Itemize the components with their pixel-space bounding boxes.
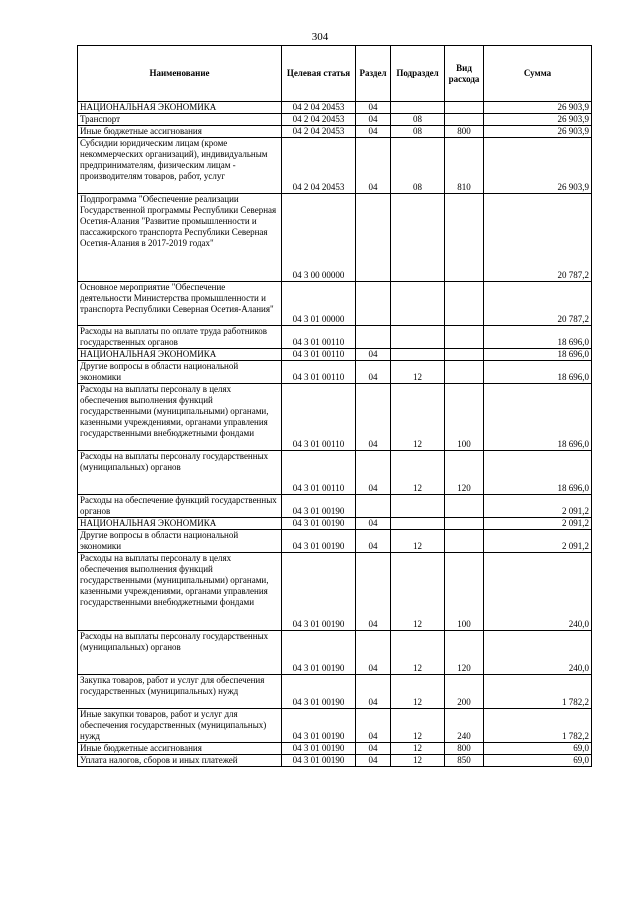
table-row	[78, 675, 592, 709]
cell-expense-type	[445, 361, 484, 384]
table-row	[78, 349, 592, 361]
table-row	[78, 495, 592, 518]
cell-section: 04	[356, 675, 391, 709]
cell-amount: 69,0	[484, 743, 592, 755]
cell-amount: 20 787,2	[484, 282, 592, 326]
table-row	[78, 114, 592, 126]
cell-amount: 20 787,2	[484, 194, 592, 282]
cell-target-article: 04 3 01 00110	[282, 349, 356, 361]
cell-section	[356, 194, 391, 282]
cell-subsection: 12	[391, 451, 445, 495]
cell-amount: 18 696,0	[484, 361, 592, 384]
cell-subsection	[391, 102, 445, 114]
cell-target-article: 04 3 01 00190	[282, 675, 356, 709]
cell-expense-type	[445, 518, 484, 530]
table-body	[78, 102, 592, 767]
header-section: Раздел	[356, 46, 391, 102]
cell-expense-type: 800	[445, 126, 484, 138]
header-expense-type: Вид расхода	[445, 46, 484, 102]
cell-target-article: 04 3 01 00190	[282, 553, 356, 631]
cell-subsection: 12	[391, 631, 445, 675]
table-row	[78, 282, 592, 326]
table-row	[78, 138, 592, 194]
cell-amount: 2 091,2	[484, 518, 592, 530]
cell-amount: 18 696,0	[484, 349, 592, 361]
cell-section: 04	[356, 138, 391, 194]
cell-section: 04	[356, 126, 391, 138]
cell-name: Основное мероприятие "Обеспечение деятельности Министерства промышленности и транспорта Республики Северная Осетия-Алания"	[78, 282, 282, 326]
cell-name: НАЦИОНАЛЬНАЯ ЭКОНОМИКА	[78, 102, 282, 114]
table-row	[78, 631, 592, 675]
cell-expense-type	[445, 530, 484, 553]
cell-target-article: 04 3 01 00190	[282, 518, 356, 530]
table-row	[78, 709, 592, 743]
cell-amount: 26 903,9	[484, 114, 592, 126]
cell-name: Другие вопросы в области национальной экономики	[78, 530, 282, 553]
table-row	[78, 126, 592, 138]
cell-section: 04	[356, 102, 391, 114]
cell-target-article: 04 3 01 00190	[282, 495, 356, 518]
table-row	[78, 518, 592, 530]
cell-target-article: 04 3 01 00190	[282, 709, 356, 743]
cell-subsection: 08	[391, 114, 445, 126]
cell-subsection	[391, 518, 445, 530]
cell-name: Расходы на обеспечение функций государственных органов	[78, 495, 282, 518]
cell-section	[356, 282, 391, 326]
table-row	[78, 755, 592, 767]
cell-target-article: 04 3 01 00110	[282, 384, 356, 451]
cell-target-article: 04 3 01 00110	[282, 361, 356, 384]
table-row	[78, 102, 592, 114]
cell-target-article: 04 3 00 00000	[282, 194, 356, 282]
cell-name: Иные закупки товаров, работ и услуг для обеспечения государственных (муниципальных) нужд	[78, 709, 282, 743]
cell-amount: 240,0	[484, 631, 592, 675]
cell-target-article: 04 3 01 00190	[282, 755, 356, 767]
cell-expense-type	[445, 102, 484, 114]
cell-target-article: 04 3 01 00190	[282, 530, 356, 553]
cell-name: Закупка товаров, работ и услуг для обеспечения государственных (муниципальных) нужд	[78, 675, 282, 709]
cell-subsection: 12	[391, 755, 445, 767]
cell-name: Расходы на выплаты персоналу государственных (муниципальных) органов	[78, 451, 282, 495]
cell-name: Уплата налогов, сборов и иных платежей	[78, 755, 282, 767]
cell-expense-type	[445, 326, 484, 349]
cell-expense-type	[445, 114, 484, 126]
cell-section: 04	[356, 384, 391, 451]
cell-expense-type	[445, 282, 484, 326]
cell-subsection: 08	[391, 126, 445, 138]
cell-section: 04	[356, 349, 391, 361]
cell-subsection: 08	[391, 138, 445, 194]
table-row	[78, 553, 592, 631]
cell-amount: 26 903,9	[484, 126, 592, 138]
cell-target-article: 04 2 04 20453	[282, 114, 356, 126]
cell-expense-type: 810	[445, 138, 484, 194]
cell-section: 04	[356, 518, 391, 530]
table-row	[78, 451, 592, 495]
cell-amount: 18 696,0	[484, 326, 592, 349]
cell-expense-type: 850	[445, 755, 484, 767]
cell-subsection: 12	[391, 553, 445, 631]
table-row	[78, 384, 592, 451]
cell-name: Расходы на выплаты персоналу в целях обеспечения выполнения функций государственными (муниципальными) органами, казенными учреждениями, органами управления государственными внебюджетными фондами	[78, 553, 282, 631]
header-amount: Сумма	[484, 46, 592, 102]
table-row	[78, 361, 592, 384]
budget-table	[77, 45, 592, 767]
cell-expense-type	[445, 349, 484, 361]
cell-section: 04	[356, 743, 391, 755]
cell-amount: 1 782,2	[484, 709, 592, 743]
cell-section: 04	[356, 755, 391, 767]
cell-target-article: 04 3 01 00190	[282, 631, 356, 675]
cell-section	[356, 326, 391, 349]
cell-name: Расходы на выплаты по оплате труда работников государственных органов	[78, 326, 282, 349]
cell-name: Подпрограмма "Обеспечение реализации Государственной программы Республики Северная Осетия-Алания "Развитие промышленности и пассажирского транспорта Республики Северная Осетия-Алания в 2017-2019 годах"	[78, 194, 282, 282]
cell-subsection	[391, 349, 445, 361]
cell-name: Иные бюджетные ассигнования	[78, 126, 282, 138]
cell-expense-type: 200	[445, 675, 484, 709]
cell-target-article: 04 3 01 00110	[282, 326, 356, 349]
cell-section	[356, 495, 391, 518]
header-target-article: Целевая статья	[282, 46, 356, 102]
cell-expense-type	[445, 194, 484, 282]
table-header-row	[78, 46, 592, 102]
cell-expense-type: 120	[445, 631, 484, 675]
cell-section: 04	[356, 709, 391, 743]
cell-expense-type: 800	[445, 743, 484, 755]
cell-amount: 18 696,0	[484, 384, 592, 451]
cell-target-article: 04 3 01 00000	[282, 282, 356, 326]
cell-amount: 240,0	[484, 553, 592, 631]
cell-expense-type: 100	[445, 384, 484, 451]
table-row	[78, 326, 592, 349]
cell-target-article: 04 3 01 00110	[282, 451, 356, 495]
header-name: Наименование	[78, 46, 282, 102]
cell-name: Иные бюджетные ассигнования	[78, 743, 282, 755]
cell-subsection: 12	[391, 709, 445, 743]
cell-amount: 69,0	[484, 755, 592, 767]
cell-amount: 18 696,0	[484, 451, 592, 495]
cell-expense-type	[445, 495, 484, 518]
cell-name: НАЦИОНАЛЬНАЯ ЭКОНОМИКА	[78, 518, 282, 530]
cell-expense-type: 100	[445, 553, 484, 631]
cell-subsection	[391, 282, 445, 326]
cell-subsection: 12	[391, 743, 445, 755]
cell-expense-type: 120	[445, 451, 484, 495]
cell-subsection: 12	[391, 530, 445, 553]
cell-name: Другие вопросы в области национальной экономики	[78, 361, 282, 384]
cell-section: 04	[356, 530, 391, 553]
cell-name: Субсидии юридическим лицам (кроме некоммерческих организаций), индивидуальным предпринимателям, физическим лицам - производителям товаров, работ, услуг	[78, 138, 282, 194]
cell-amount: 26 903,9	[484, 138, 592, 194]
table-row	[78, 743, 592, 755]
cell-subsection: 12	[391, 384, 445, 451]
cell-subsection	[391, 194, 445, 282]
cell-target-article: 04 2 04 20453	[282, 138, 356, 194]
cell-amount: 1 782,2	[484, 675, 592, 709]
table-row	[78, 530, 592, 553]
cell-section: 04	[356, 114, 391, 126]
cell-subsection: 12	[391, 675, 445, 709]
cell-name: НАЦИОНАЛЬНАЯ ЭКОНОМИКА	[78, 349, 282, 361]
table-row	[78, 194, 592, 282]
cell-section: 04	[356, 361, 391, 384]
cell-target-article: 04 2 04 20453	[282, 102, 356, 114]
cell-name: Расходы на выплаты персоналу в целях обеспечения выполнения функций государственными (муниципальными) органами, казенными учреждениями, органами управления государственными внебюджетными фондами	[78, 384, 282, 451]
cell-name: Транспорт	[78, 114, 282, 126]
cell-expense-type: 240	[445, 709, 484, 743]
cell-amount: 26 903,9	[484, 102, 592, 114]
cell-target-article: 04 3 01 00190	[282, 743, 356, 755]
cell-section: 04	[356, 631, 391, 675]
cell-amount: 2 091,2	[484, 495, 592, 518]
cell-section: 04	[356, 451, 391, 495]
cell-amount: 2 091,2	[484, 530, 592, 553]
cell-subsection: 12	[391, 361, 445, 384]
cell-section: 04	[356, 553, 391, 631]
cell-target-article: 04 2 04 20453	[282, 126, 356, 138]
cell-subsection	[391, 326, 445, 349]
cell-subsection	[391, 495, 445, 518]
cell-name: Расходы на выплаты персоналу государственных (муниципальных) органов	[78, 631, 282, 675]
header-subsection: Подраздел	[391, 46, 445, 102]
page-number: 304	[311, 31, 329, 43]
